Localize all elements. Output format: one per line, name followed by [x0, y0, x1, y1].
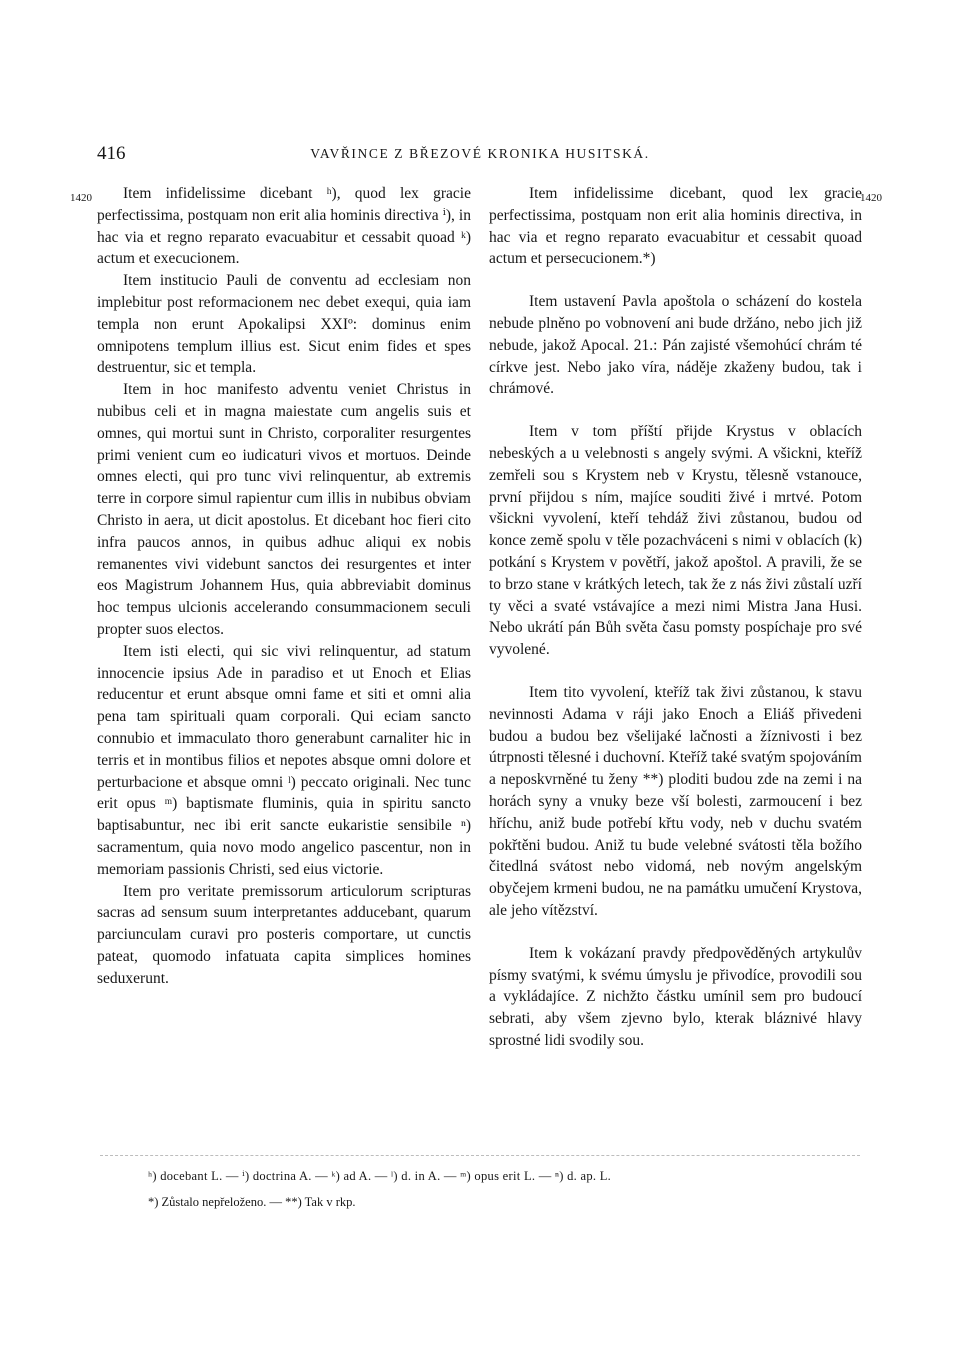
czech-column — [489, 183, 862, 1052]
czech-paragraph: Item k vokázaní pravdy předpověděných artykulův písmy svatými, k svému úmyslu je přivodíce, provodili sou a vykládajíce. Z nichžto částku umínil sem pro budoucí sebrati, aby všem zjevno bylo, kterak bláznivé hlavy sprostné lidi svodily sou. — [489, 944, 862, 1049]
running-head: VAVŘINCE Z BŘEZOVÉ KRONIKA HUSITSKÁ. — [310, 146, 650, 161]
page-number: 416 — [97, 143, 126, 164]
latin-paragraph: Item pro veritate premissorum articulorum scripturas sacras ad sensum suum interpretantes adducebant, quarum parciunculam curavi pro posteris comportare, ut cunctis pateat, quomodo infatuata capita simplices homines seduxerunt. — [97, 882, 471, 987]
latin-footnotes: ʰ) docebant L. — ⁱ) doctrina A. — ᵏ) ad A. — ˡ) d. in A. — ᵐ) opus erit L. — ⁿ) d. ap. L. — [148, 1169, 612, 1183]
czech-footnotes: *) Zůstalo nepřeloženo. — **) Tak v rkp. — [148, 1195, 356, 1209]
latin-paragraph: Item infidelissime dicebant ʰ), quod lex gracie perfectissima, postquam non erit alia hominis directiva ⁱ), in hac via et regno reparato evacuabitur et cessabit quoad ᵏ) actum et execucionem. — [97, 185, 471, 268]
footnote-divider — [100, 1155, 860, 1156]
latin-paragraph: Item in hoc manifesto adventu veniet Christus in nubibus celi et in magna maiestate cum angelis suis et omnes, qui mortui sunt in Christo, corporaliter resurgentes primi venient cum eo iudicaturi vivos et mortuos. Deinde omnes electi, qui pro tunc vivi relinquentur, ab extremis terre in corpore simul rapientur cum illis in nubibus obviam Christo in aera, ut dicit apostolus. Et dicebant hoc fieri cito infra paucos annos, in quibus adhuc aliqui ex nobis remanentes vivi videbunt sanctos dei resurgentes et inter eos Magistrum Johannem Hus, quia abbreviabit dominus hoc tempus ulcionis accelerando consummacionem seculi propter suos electos. — [97, 381, 471, 638]
latin-paragraph: Item institucio Pauli de conventu ad ecclesiam non implebitur post reformacionem nec debet exequi, quia iam templa non erunt Apokalipsi XXIº: dominus enim omnipotens templum illius est. Sicut enim fides et spes destruentur, sic et templa. — [97, 272, 471, 377]
margin-year-left: 1420 — [70, 192, 92, 204]
czech-paragraph: Item infidelissime dicebant, quod lex gracie perfectissima, postquam non erit alia hominis directiva, in hac via et regno reparato evacuabitur et cessabit quoad actum et persecucionem.*) — [489, 185, 862, 268]
czech-paragraph: Item v tom příští přijde Krystus v oblacích nebeských a u velebnosti s angely svými. A všickni, kteříž zemřeli sou s Krystem neb v Krystu, tělesně vstanouce, první přijdou s ním, majíce souditi živé i mrtvé. Potom všickni vyvolení, kteří tehdáž živi zůstanou, budou od konce země spolu v těle pozachváceni s nimi v oblacích (k) potkání s Krystem v povětří, jakož apoštol. A pravili, že se to brzo stane v krátkých letech, tak že z nás živi zůstalí uzří ty věci a svaté vstávajíce a mezi nimi Mistra Jana Husi. Nebo ukrátí pán Bůh světa času pomsty pospíchaje pro své vyvolené. — [489, 423, 862, 659]
margin-year-right: 1420 — [860, 192, 882, 204]
czech-paragraph: Item tito vyvolení, kteříž tak živi zůstanou, k stavu nevinnosti Adama v ráji jako Enoch a Eliáš přivedeni budou a budou bez všelijaké lačnosti a žíznivosti i bez útrpnosti tělesné i duchovní. Kteříž také svatým spojováním a neposkvrněné tu ženy **) ploditi budou zde na zemi i na horách syny a vnuky beze vší bolesti, zarmoucení i bez hříchu, aniž bude potřebí křtu vody, neb v duchu svatém pokřtěni budou. Aniž tu bude velebné svátosti těla božího čitedlná svátost nebo vidomá, neb novým angelským obyčejem krmeni budou, ne na památku umučení Krystova, ale jeho vítězství. — [489, 683, 862, 919]
czech-paragraph: Item ustavení Pavla apoštola o scházení do kostela nebude plněno po vobnovení ani bude držáno, nebo jich již nebude, jakož Apocal. 21.: Pán zajisté všemohúcí chrám té církve jest. Nebo jako víra, náděje zkaženy budou, tak i chrámové. — [489, 293, 862, 398]
latin-paragraph: Item isti electi, qui sic vivi relinquentur, ad statum innocencie ipsius Ade in paradiso et ut Enoch et Elias reducentur et erunt absque omni fame et siti et omni alia pena tam spirituali quam corporali. Qui eciam sancto connubio et immaculato thoro generabunt carnaliter hic in terris et in montibus filios et nepotes absque omni dolore et perturbacione et absque omni ˡ) peccato originali. Nec tunc erit opus ᵐ) baptismate fluminis, quia in spiritu sancto baptisabuntur, nec ibi erit sancte eukaristie sensibile ⁿ) sacramentum, quia novo modo angelico pascentur, non in memoriam passionis Christi, sed eius victorie. — [97, 642, 471, 878]
latin-column — [97, 183, 471, 989]
